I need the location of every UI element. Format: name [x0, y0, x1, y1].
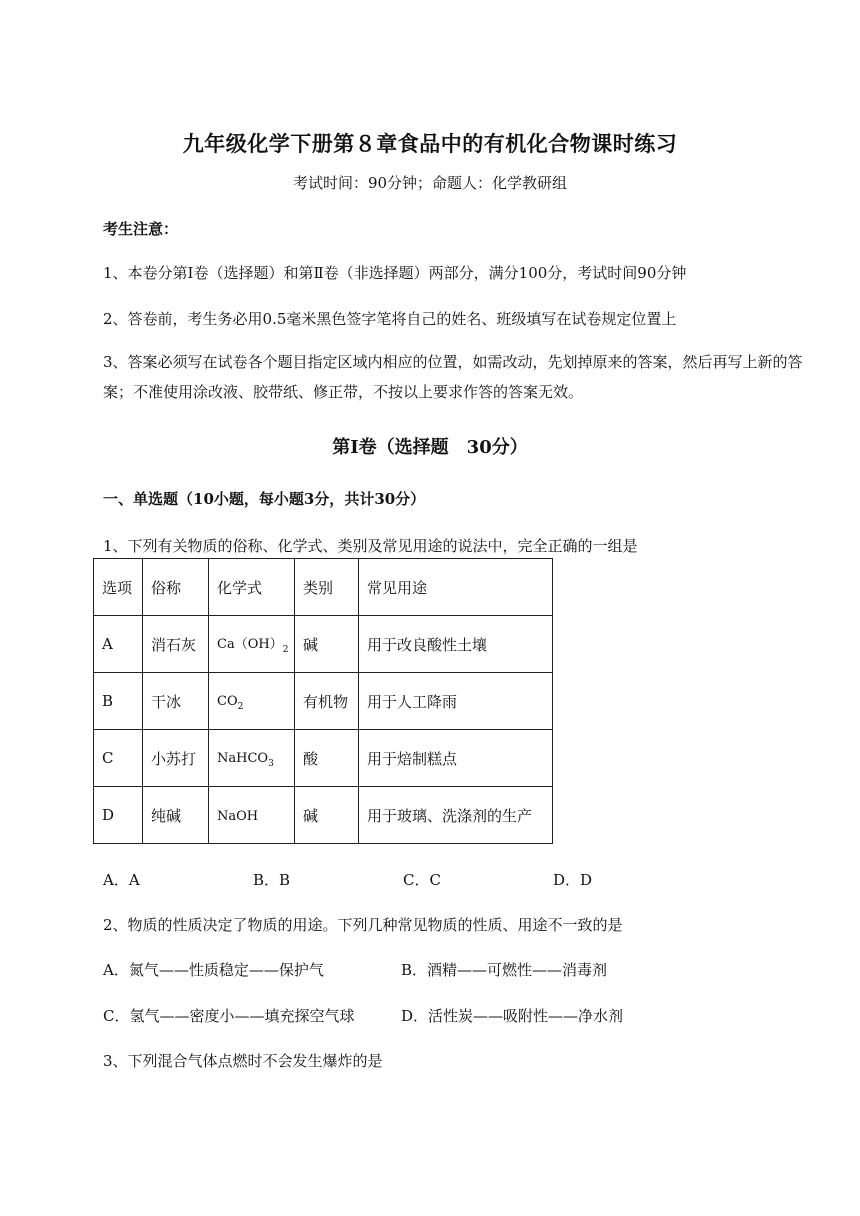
table-cell-class: 碱	[295, 616, 359, 673]
table-header-cell: 化学式	[209, 559, 295, 616]
table-header-cell: 俗称	[143, 559, 209, 616]
q1-choice-c: C．C	[403, 871, 441, 889]
formula-subscript: 2	[237, 701, 244, 712]
table-cell-use: 用于焙制糕点	[359, 730, 553, 787]
question-2-stem: 2、物质的性质决定了物质的用途。下列几种常见物质的性质、用途不一致的是	[103, 916, 623, 934]
table-cell-name: 纯碱	[143, 787, 209, 844]
table-cell-option: A	[94, 616, 143, 673]
notice-heading: 考生注意：	[103, 220, 179, 238]
table-header-cell: 选项	[94, 559, 143, 616]
question-3-stem: 3、下列混合气体点燃时不会发生爆炸的是	[103, 1052, 383, 1070]
q2-choice-b: B．酒精——可燃性——消毒剂	[401, 961, 608, 979]
table-cell-use: 用于改良酸性土壤	[359, 616, 553, 673]
notice-item-2: 2、答卷前，考生务必用0.5毫米黑色签字笔将自己的姓名、班级填写在试卷规定位置上	[103, 310, 677, 328]
table-cell-name: 干冰	[143, 673, 209, 730]
q1-choice-d: D．D	[553, 871, 593, 889]
table-cell-option: C	[94, 730, 143, 787]
formula-text: CO	[217, 693, 238, 709]
table-cell-option: B	[94, 673, 143, 730]
q2-choice-c: C．氢气——密度小——填充探空气球	[103, 1007, 355, 1025]
table-cell-option: D	[94, 787, 143, 844]
formula-subscript: 3	[268, 758, 274, 769]
exam-info: 考试时间：90分钟；命题人：化学教研组	[292, 174, 568, 192]
notice-item-1: 1、本卷分第Ⅰ卷（选择题）和第Ⅱ卷（非选择题）两部分，满分100分，考试时间90分钟	[103, 264, 687, 282]
formula-text: NaOH	[217, 809, 259, 824]
table-cell-formula	[209, 616, 295, 673]
table-header-cell: 类别	[295, 559, 359, 616]
formula-text: NaHCO	[217, 750, 269, 766]
table-cell-use: 用于人工降雨	[359, 673, 553, 730]
table-cell-class: 碱	[295, 787, 359, 844]
page-title: 九年级化学下册第８章食品中的有机化合物课时练习	[182, 131, 678, 156]
q1-choice-a: A．A	[103, 871, 140, 889]
formula-text: Ca（OH）	[217, 637, 283, 652]
notice-item-3: 3、答案必须写在试卷各个题目指定区域内相应的位置，如需改动，先划掉原来的答案，然后再写上新的答案；不准使用涂改液、胶带纸、修正带，不按以上要求作答的答案无效。	[103, 353, 803, 401]
question-1-table	[93, 558, 553, 844]
q2-choice-d: D．活性炭——吸附性——净水剂	[401, 1007, 624, 1025]
table-cell-formula	[209, 730, 295, 787]
question-1-stem: 1、下列有关物质的俗称、化学式、类别及常见用途的说法中，完全正确的一组是	[103, 537, 638, 555]
table-row	[94, 673, 553, 730]
section-title: 第Ⅰ卷（选择题 30分）	[332, 437, 528, 458]
formula-subscript: 2	[282, 645, 289, 655]
table-cell-formula	[209, 787, 295, 844]
part-heading: 一、单选题（10小题，每小题3分，共计30分）	[103, 490, 426, 508]
table-cell-name: 小苏打	[143, 730, 209, 787]
q2-choice-a: A．氮气——性质稳定——保护气	[103, 961, 324, 979]
table-row	[94, 787, 553, 844]
table-cell-use: 用于玻璃、洗涤剂的生产	[359, 787, 553, 844]
table-cell-class: 酸	[295, 730, 359, 787]
table-cell-formula	[209, 673, 295, 730]
table-header-row	[94, 559, 553, 616]
table-row	[94, 616, 553, 673]
table-cell-class: 有机物	[295, 673, 359, 730]
table-cell-name: 消石灰	[143, 616, 209, 673]
q1-choice-b: B．B	[253, 871, 291, 889]
table-row	[94, 730, 553, 787]
table-header-cell: 常见用途	[359, 559, 553, 616]
